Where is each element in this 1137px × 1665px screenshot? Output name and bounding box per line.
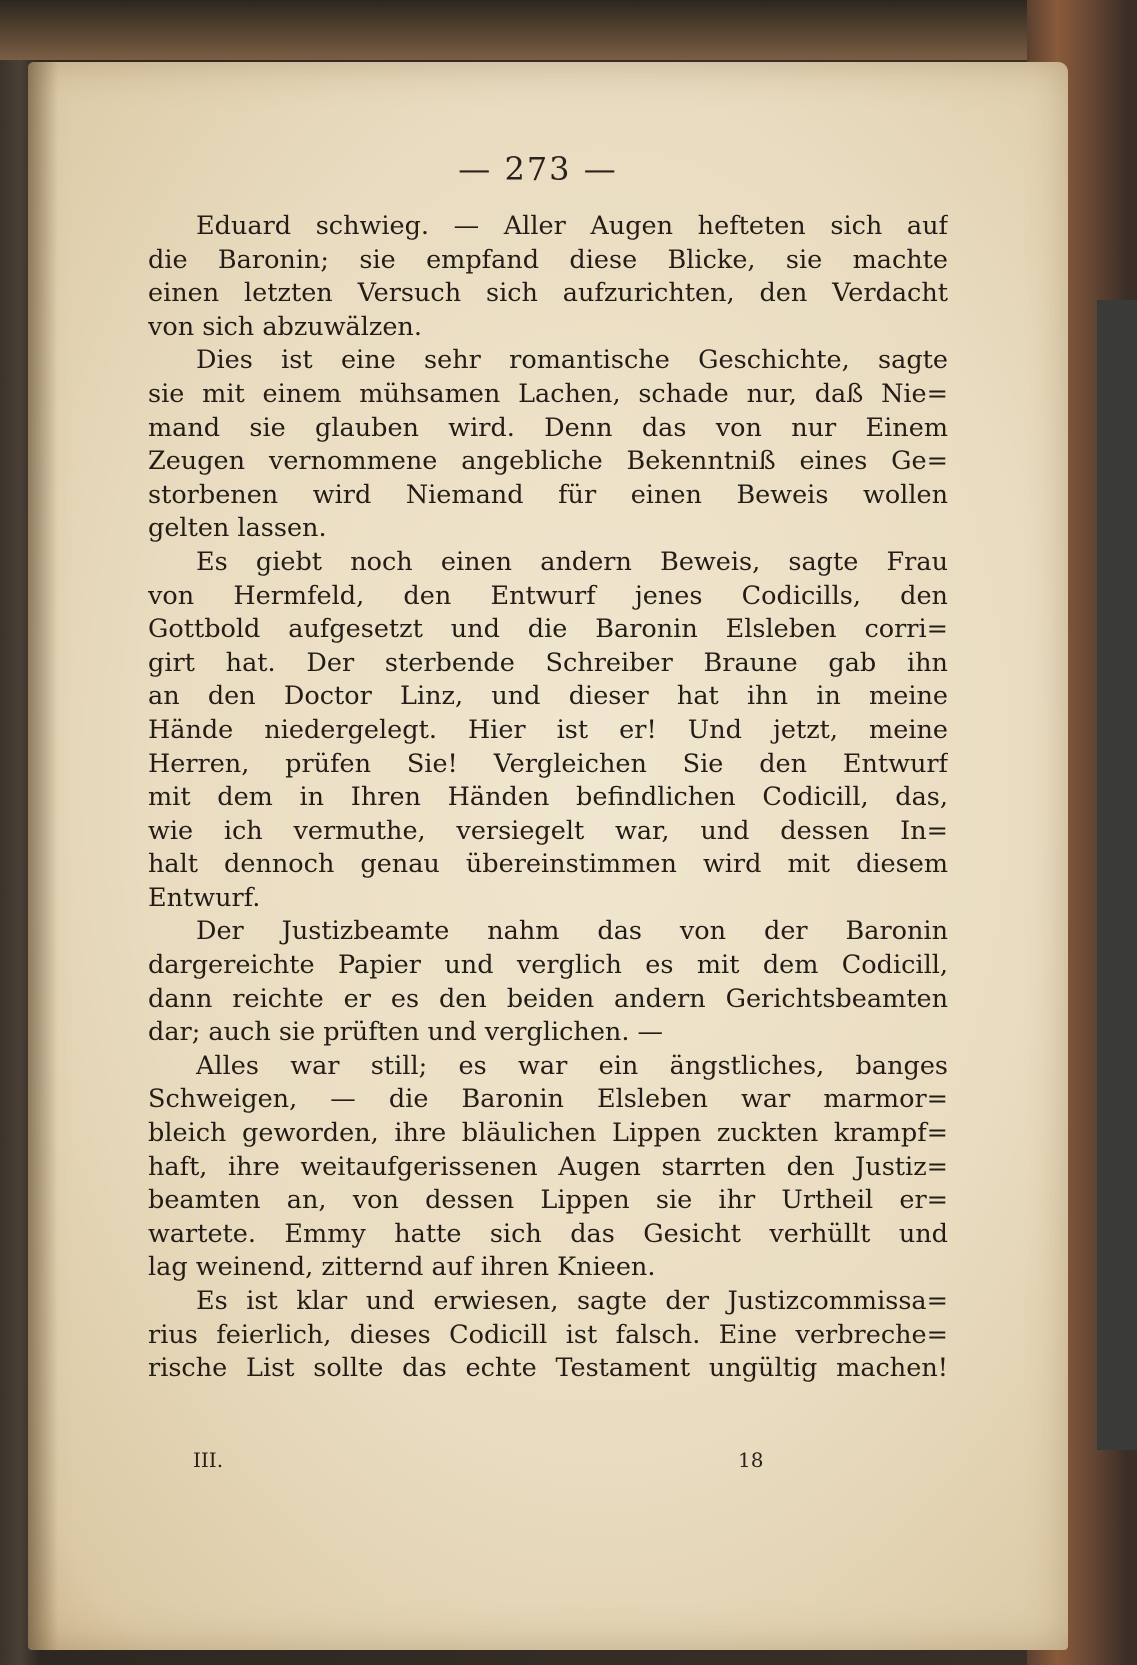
text-line: dann reichte er es den beiden andern Gerichtsbeamten: [148, 983, 948, 1014]
text-line: dargereichte Papier und verglich es mit dem Codicill,: [148, 950, 948, 981]
text-line: mit dem in Ihren Händen befindlichen Codicill, das,: [148, 782, 948, 813]
text-line: Der Justizbeamte nahm das von der Baronin: [196, 916, 948, 947]
text-line: wie ich vermuthe, versiegelt war, und dessen In=: [148, 815, 948, 846]
text-line: wartete. Emmy hatte sich das Gesicht verhüllt und: [148, 1218, 948, 1249]
sheet-number: 18: [738, 1448, 764, 1472]
text-line: gelten lassen.: [148, 513, 327, 544]
text-line: dar; auch sie prüften und verglichen. —: [148, 1017, 664, 1048]
text-line: einen letzten Versuch sich aufzurichten, den Verdacht: [148, 278, 948, 309]
text-line: storbenen wird Niemand für einen Beweis wollen: [148, 479, 948, 510]
text-line: Gottbold aufgesetzt und die Baronin Elsleben corri=: [148, 614, 948, 645]
text-line: Herren, prüfen Sie! Vergleichen Sie den Entwurf: [148, 748, 948, 779]
text-line: von Hermfeld, den Entwurf jenes Codicills, den: [148, 580, 948, 611]
body-text: [148, 210, 948, 1386]
page-footer: [28, 1448, 1068, 1488]
text-line: Eduard schwieg. — Aller Augen hefteten sich auf: [196, 211, 948, 241]
page-gutter: [28, 62, 58, 1650]
signature-mark: III.: [193, 1448, 224, 1472]
text-line: Schweigen, — die Baronin Elsleben war marmor=: [148, 1084, 948, 1115]
top-edge: [0, 0, 1137, 60]
text-line: Hände niedergelegt. Hier ist er! Und jetzt, meine: [148, 714, 948, 745]
text-line: girt hat. Der sterbende Schreiber Braune gab ihn: [148, 647, 948, 678]
text-line: beamten an, von dessen Lippen sie ihr Urtheil er=: [148, 1185, 948, 1216]
text-line: rius feierlich, dieses Codicill ist falsch. Eine verbreche=: [148, 1319, 948, 1350]
binding-cloth: [1097, 300, 1137, 1450]
text-line: bleich geworden, ihre bläulichen Lippen zuckten krampf=: [148, 1118, 948, 1149]
book-page: [28, 62, 1068, 1650]
text-line: an den Doctor Linz, und dieser hat ihn in meine: [148, 681, 948, 712]
text-line: von sich abzuwälzen.: [148, 311, 422, 342]
text-line: lag weinend, zitternd auf ihren Knieen.: [148, 1252, 656, 1283]
text-line: haft, ihre weitaufgerissenen Augen starrten den Justiz=: [148, 1151, 948, 1182]
text-line: mand sie glauben wird. Denn das von nur Einem: [148, 412, 948, 443]
text-line: Entwurf.: [148, 882, 261, 913]
text-line: rische List sollte das echte Testament ungültig machen!: [148, 1353, 948, 1384]
text-line: sie mit einem mühsamen Lachen, schade nur, daß Nie=: [148, 378, 948, 409]
text-line: die Baronin; sie empfand diese Blicke, sie machte: [148, 244, 948, 275]
text-line: halt dennoch genau übereinstimmen wird mit diesem: [148, 849, 948, 880]
text-line: Zeugen vernommene angebliche Bekenntniß eines Ge=: [148, 446, 948, 477]
page-number: — 273 —: [458, 150, 618, 188]
text-line: Dies ist eine sehr romantische Geschichte, sagte: [196, 345, 948, 376]
text-line: Es ist klar und erwiesen, sagte der Justizcommissa=: [196, 1286, 948, 1316]
text-line: Es giebt noch einen andern Beweis, sagte Frau: [196, 546, 948, 577]
text-line: Alles war still; es war ein ängstliches, banges: [196, 1050, 948, 1081]
